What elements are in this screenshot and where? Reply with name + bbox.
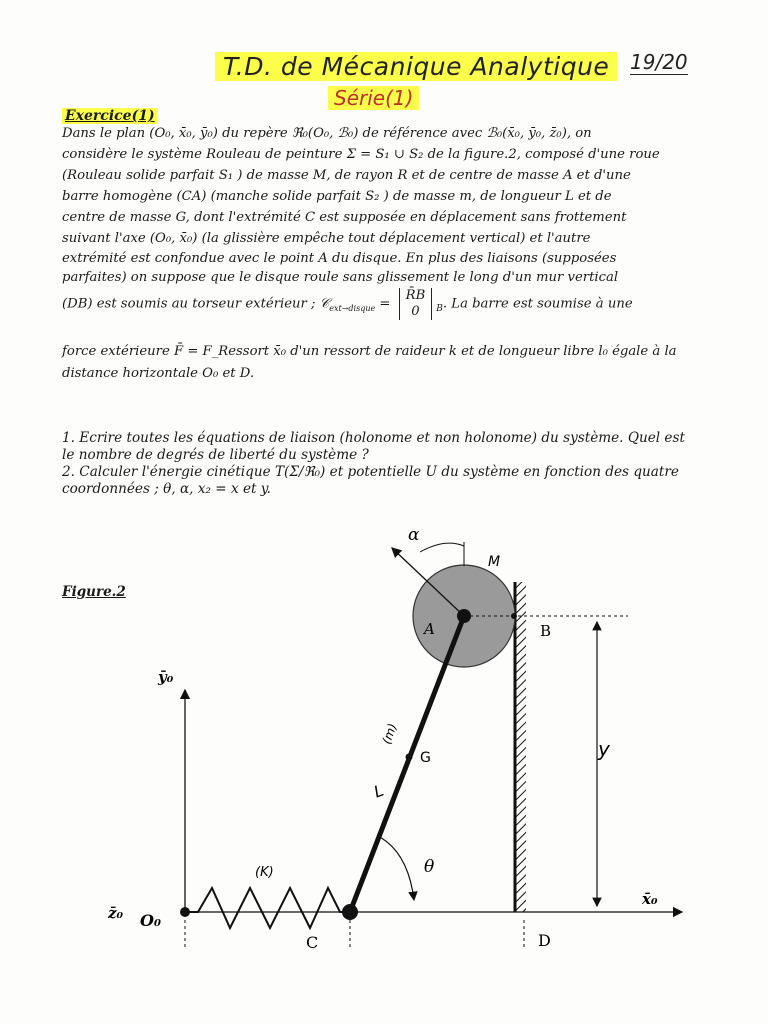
wall (516, 582, 526, 912)
point-o0 (180, 907, 190, 917)
label-G: G (420, 750, 431, 766)
exercise-line: centre de masse G, dont l'extrémité C est supposée en déplacement sans frottement (62, 210, 627, 225)
question-2: 2. Calculer l'énergie cinétique T(Σ/ℜ₀) et potentielle U du système en fonction des quatre coordonnées ; θ, α, x₂ = x et y. (62, 464, 679, 497)
exercise-line: considère le système Rouleau de peinture Σ = S₁ ∪ S₂ de la figure.2, composé d'une roue (62, 147, 660, 162)
figure-label: Figure.2 (62, 584, 126, 600)
torseur-matrix: R̄B 0 (399, 288, 433, 320)
label-O0: O₀ (140, 911, 161, 930)
exercise-line: (Rouleau solide parfait S₁ ) de masse M, de rayon R et de centre de masse A et d'une (62, 168, 631, 183)
label-z0: z̄₀ (108, 904, 124, 922)
exercise-line: Dans le plan (O₀, x̄₀, ȳ₀) du repère ℜ₀(O₀, ℬ₀) de référence avec ℬ₀(x̄₀, ȳ₀, z̄₀), on (62, 126, 592, 141)
serie-label: Série(1) (328, 86, 419, 110)
exercise-line: suivant l'axe (O₀, x̄₀) (la glissière empêche tout déplacement vertical) et l'autre (62, 231, 591, 246)
force-line: force extérieure F̄ = F_Ressort x̄₀ d'un ressort de raideur k et de longueur libre l₀ égale à la (62, 344, 677, 359)
exercise-line: parfaites) on suppose que le disque roule sans glissement le long d'un mur vertical (62, 270, 619, 285)
label-L: L (371, 780, 387, 802)
question-1: 1. Ecrire toutes les équations de liaison (holonome et non holonome) du système. Quel est le nombre de degrés de liberté du système ? (62, 430, 685, 463)
label-y0: ȳ₀ (158, 668, 174, 686)
label-B: B (540, 622, 552, 640)
label-y: y (598, 737, 610, 761)
page-title: T.D. de Mécanique Analytique (215, 52, 617, 81)
label-M: M (488, 554, 501, 570)
point-a (457, 609, 471, 623)
point-g (406, 754, 413, 761)
spring (185, 888, 350, 928)
exercise-line: barre homogène (CA) (manche solide parfait S₂ ) de masse m, de longueur L et de (62, 189, 612, 204)
label-C: C (306, 933, 319, 952)
torseur-line: (DB) est soumis au torseur extérieur ; 𝒞$_{ext\to disque}$ = R̄B 0 $_B$. La barre est soumise à une (62, 288, 633, 319)
label-m: (m) (379, 721, 400, 747)
label-D: D (538, 931, 551, 950)
force-line: distance horizontale O₀ et D. (62, 366, 255, 381)
label-k: (K) (255, 865, 274, 880)
exercise-title: Exercice(1) (62, 108, 158, 124)
label-theta: θ (424, 857, 435, 877)
label-x0: x̄₀ (642, 890, 658, 908)
label-alpha: α (408, 525, 420, 545)
label-A: A (424, 620, 435, 638)
point-b (511, 613, 517, 619)
exercise-line: extrémité est confondue avec le point A du disque. En plus des liaisons (supposées (62, 251, 617, 266)
bar-ca (350, 616, 464, 912)
point-c (342, 904, 358, 920)
score-annotation: 19/20 (630, 50, 688, 74)
